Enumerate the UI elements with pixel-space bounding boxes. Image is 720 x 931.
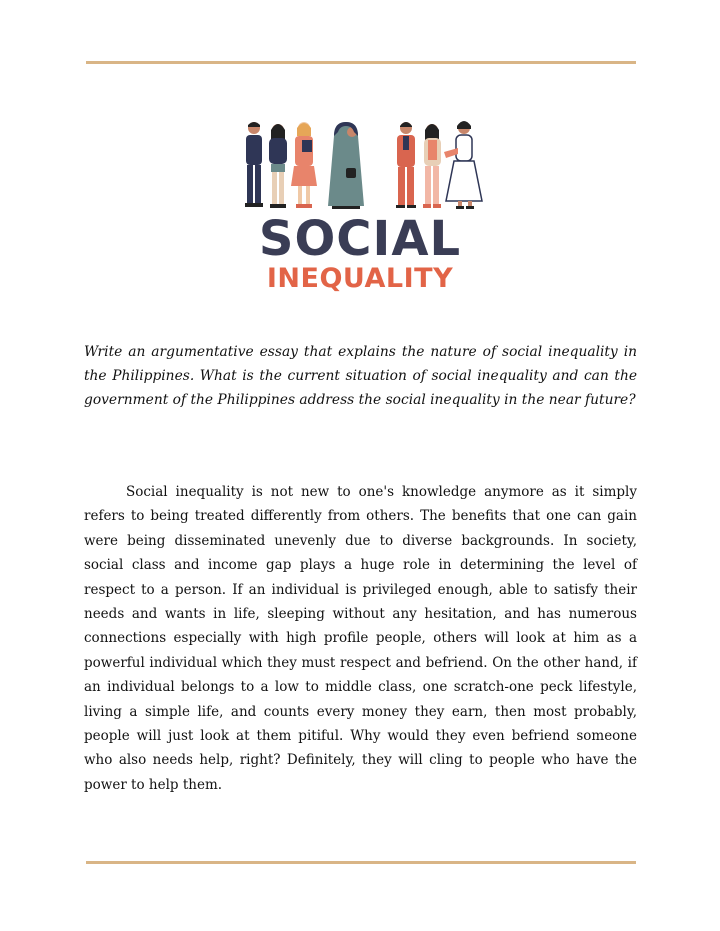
person-6-figure [423,124,441,208]
essay-paragraph: Social inequality is not new to one's knowledge anymore as it simply refers to being treated differently from others. The benefits that one can gain were being disseminated unevenly due to diverse backgrounds. In society, social class and income gap plays a huge role in determining the level of respect to a person. If an individual is privileged enough, able to satisfy their needs and wants in life, sleeping without any hesitation, and has numerous connections especially with high profile people, others will look at him as a powerful individual which they must respect and befriend. On the other hand, if an individual belongs to a low to middle class, one scratch-one peck lifestyle, living a simple life, and counts every money they earn, then most probably, people will just look at them pitiful. Why would they even befriend someone who also needs help, right? Definitely, they will cling to people who have the power to help them. [84,484,637,793]
person-4-figure [328,122,364,209]
title-logo [240,211,480,294]
title-main-text: SOCIAL [258,211,462,267]
top-divider [86,61,636,64]
person-5-figure [396,122,416,208]
people-group-icon [238,118,494,218]
person-3-figure [291,122,317,208]
title-sub-text: INEQUALITY [266,263,454,294]
essay-prompt: Write an argumentative essay that explains the nature of social inequality in the Philippines. What is the current situation of social inequality and can the government of the Philippines address the social inequality in the near future? [84,344,637,408]
person-2-figure [269,124,287,208]
bottom-divider [86,861,636,864]
person-1-figure [245,122,263,207]
person-7-figure [444,121,482,209]
